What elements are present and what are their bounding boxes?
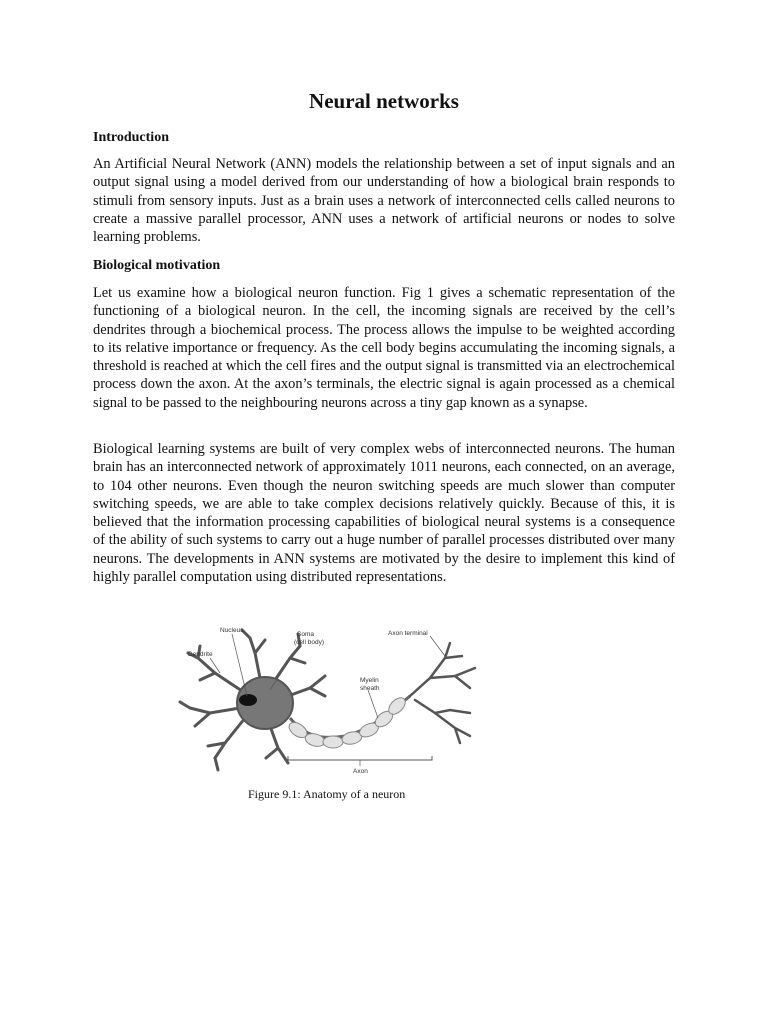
label-myelin: Myelin [360,677,379,684]
label-cell-body: (cell body) [294,639,324,646]
label-sheath: sheath [360,685,380,692]
nucleus-shape [239,694,257,706]
paragraph-biological-motivation-2: Biological learning systems are built of very complex webs of interconnected neurons. The human brain has an interconnected network of approximately 1011 neurons, each connected, on an average, to 104 other neurons. Even though the neuron switching speeds are much slower than computer switching speeds, we are able to take complex decisions relatively quickly. Because of this, it is believed that the information processing capabilities of biological neural systems is a consequence of the ability of such systems to carry out a huge number of parallel processes distributed over many neurons. The developments in ANN systems are motivated by the desire to implement this kind of highly parallel computation using distributed representations. [93,441,675,586]
neuron-diagram [170,618,490,788]
figure-caption: Figure 9.1: Anatomy of a neuron [248,787,406,801]
label-dendrite: Dendrite [188,651,213,658]
paragraph-introduction: An Artificial Neural Network (ANN) models the relationship between a set of input signals and an output signal using a model derived from our understanding of how a biological brain responds to stimuli from sensory inputs. Just as a brain uses a network of interconnected cells called neurons to create a massive parallel processor, ANN uses a network of artificial neurons or nodes to solve learning problems. [93,156,675,246]
axon-terminals [410,643,475,743]
page-title: Neural networks [309,89,459,113]
section-heading-introduction: Introduction [93,130,169,145]
paragraph-biological-motivation-1: Let us examine how a biological neuron function. Fig 1 gives a schematic representation of the functioning of a biological neuron. In the cell, the incoming signals are received by the cell’s dendrites through a biochemical process. The process allows the impulse to be weighted according to its relative importance or frequency. As the cell body begins accumulating the incoming signals, a threshold is reached at which the cell fires and the output signal is transmitted via an electrochemical process down the axon. At the axon’s terminals, the electric signal is again processed as a chemical signal to be passed to the neighbouring neurons across a tiny gap known as a synapse. [93,285,675,411]
label-nucleus: Nucleus [220,627,244,634]
label-axon-terminal: Axon terminal [388,630,428,637]
section-heading-biological-motivation: Biological motivation [93,258,221,273]
myelin-sheath-segments [286,695,408,749]
label-soma: Soma [297,631,314,638]
neuron-figure [170,618,490,788]
label-axon: Axon [353,768,368,775]
axon-bracket [288,756,432,760]
